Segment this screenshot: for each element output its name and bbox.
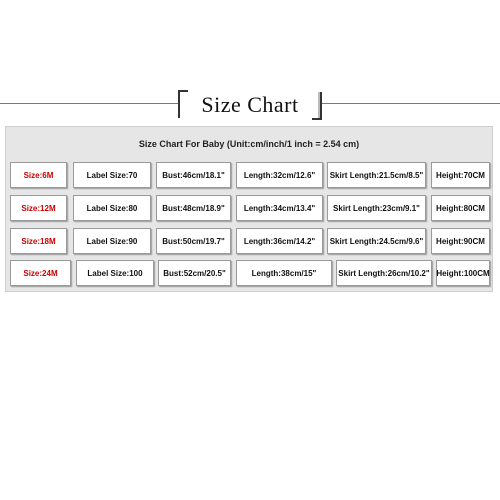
size-cell: Size:12M xyxy=(10,195,67,221)
length-cell: Length:32cm/12.6" xyxy=(236,162,323,188)
size-cell: Size:6M xyxy=(10,162,67,188)
height-cell: Height:80CM xyxy=(431,195,490,221)
label-size-cell: Label Size:70 xyxy=(73,162,151,188)
skirt-length-cell: Skirt Length:24.5cm/9.6" xyxy=(327,228,426,254)
table-row xyxy=(10,162,490,188)
length-cell: Length:38cm/15" xyxy=(236,260,332,286)
label-size-cell: Label Size:90 xyxy=(73,228,151,254)
skirt-length-cell: Skirt Length:21.5cm/8.5" xyxy=(327,162,426,188)
length-cell: Length:34cm/13.4" xyxy=(236,195,323,221)
height-cell: Height:70CM xyxy=(431,162,490,188)
table-row xyxy=(10,195,490,221)
height-cell: Height:90CM xyxy=(431,228,490,254)
bust-cell: Bust:48cm/18.9" xyxy=(156,195,231,221)
bust-cell: Bust:52cm/20.5" xyxy=(158,260,231,286)
bust-cell: Bust:50cm/19.7" xyxy=(156,228,231,254)
size-cell: Size:18M xyxy=(10,228,67,254)
table-row xyxy=(10,228,490,254)
height-cell: Height:100CM xyxy=(436,260,490,286)
table-header: Size Chart For Baby (Unit:cm/inch/1 inch = 2.54 cm) xyxy=(138,138,360,149)
skirt-length-cell: Skirt Length:26cm/10.2" xyxy=(336,260,432,286)
skirt-length-cell: Skirt Length:23cm/9.1" xyxy=(327,195,426,221)
bust-cell: Bust:46cm/18.1" xyxy=(156,162,231,188)
label-size-cell: Label Size:80 xyxy=(73,195,151,221)
table-row xyxy=(10,260,490,286)
length-cell: Length:36cm/14.2" xyxy=(236,228,323,254)
size-chart-table xyxy=(5,126,493,292)
page-title: Size Chart xyxy=(178,92,322,118)
size-cell: Size:24M xyxy=(10,260,71,286)
label-size-cell: Label Size:100 xyxy=(76,260,154,286)
